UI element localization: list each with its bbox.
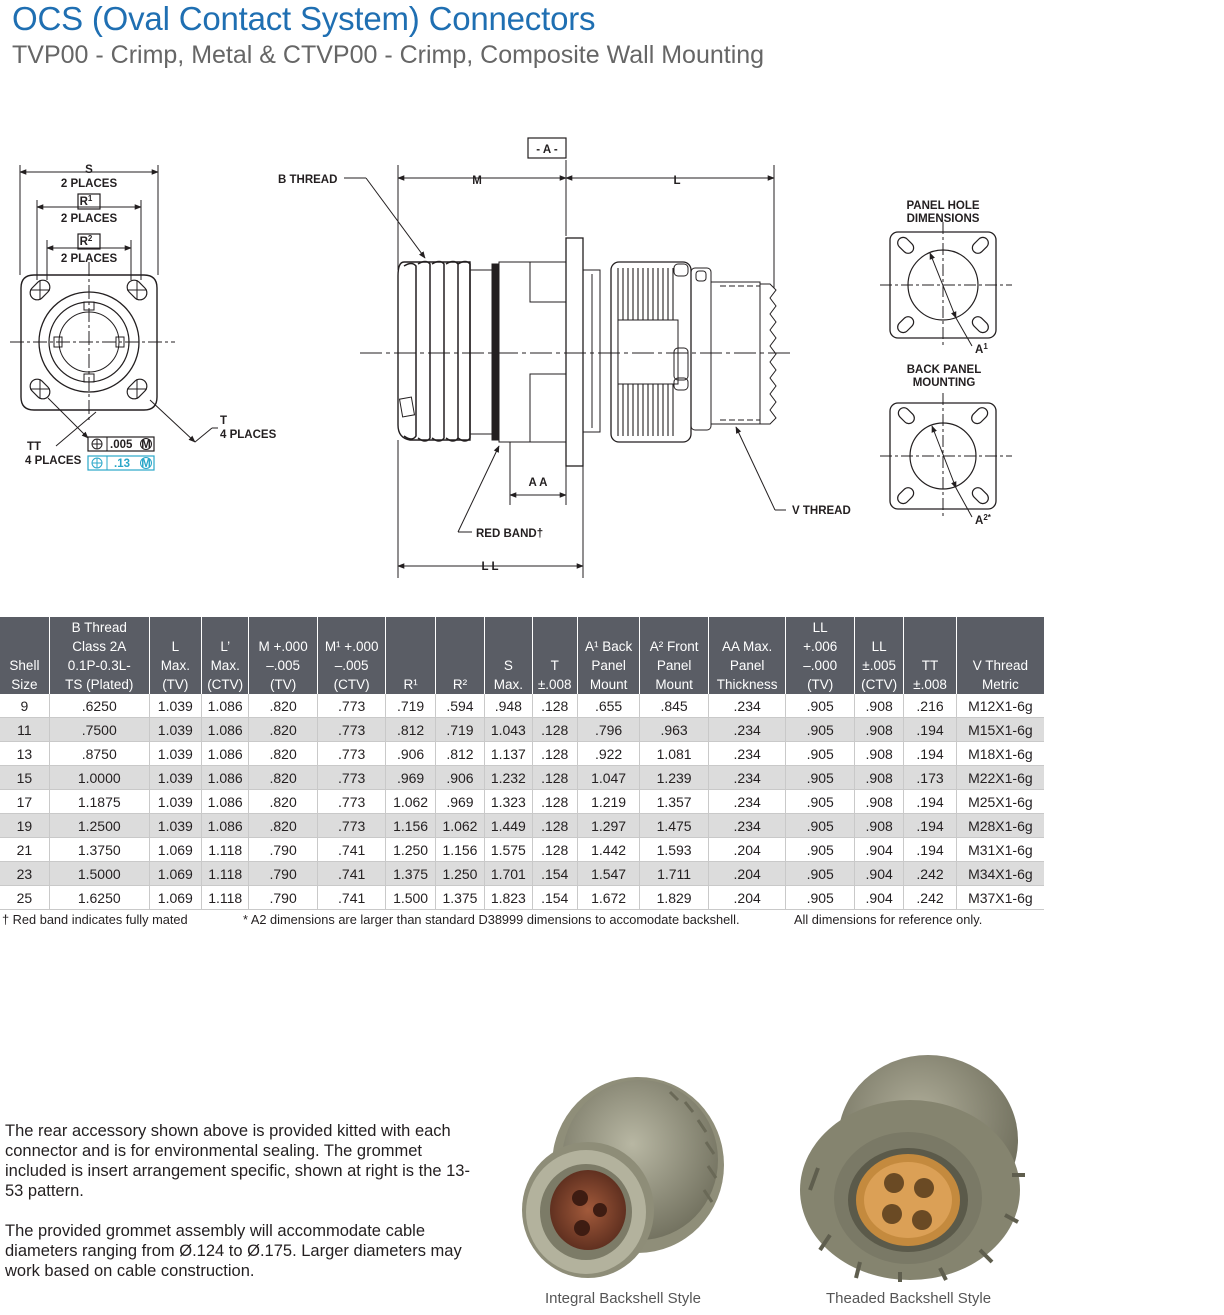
table-cell: 1.069 <box>149 886 201 910</box>
label-tt: TT <box>27 441 42 453</box>
threaded-backshell-image <box>800 1050 1025 1282</box>
footnote-red-band: † Red band indicates fully mated <box>2 912 188 927</box>
panel-hole-title-2: DIMENSIONS <box>906 213 980 225</box>
table-cell: 1.672 <box>577 886 639 910</box>
description-paragraph-1: The rear accessory shown above is provided kitted with each connector and is for environmental sealing. The grommet included is insert arrangement specific, shown at right is the 13-53 pattern. <box>5 1122 470 1200</box>
column-header: B Thread Class 2A 0.1P-0.3L- TS (Plated) <box>49 617 149 694</box>
table-row <box>0 694 1044 718</box>
table-cell: .905 <box>786 862 855 886</box>
table-cell: .820 <box>249 766 318 790</box>
table-cell: .904 <box>854 862 903 886</box>
table-cell: 1.475 <box>640 814 709 838</box>
page-title: OCS (Oval Contact System) Connectors <box>12 0 596 37</box>
table-cell: 1.711 <box>640 862 709 886</box>
column-header: S Max. <box>485 617 532 694</box>
table-cell: 15 <box>0 766 49 790</box>
table-cell: .908 <box>854 814 903 838</box>
table-cell: .796 <box>577 718 639 742</box>
label-tt-places: 4 PLACES <box>25 455 82 467</box>
table-row <box>0 742 1044 766</box>
tolerance-2: .13 <box>114 458 130 470</box>
caption-integral-backshell: Integral Backshell Style <box>545 1290 701 1307</box>
table-cell: M12X1-6g <box>956 694 1044 718</box>
table-cell: 1.156 <box>386 814 435 838</box>
table-cell: .234 <box>708 718 786 742</box>
table-cell: .908 <box>854 718 903 742</box>
table-cell: 1.297 <box>577 814 639 838</box>
table-cell: .204 <box>708 862 786 886</box>
table-cell: 1.829 <box>640 886 709 910</box>
table-cell: .820 <box>249 790 318 814</box>
footnote-a2: * A2 dimensions are larger than standard D38999 dimensions to accomodate backshell. <box>243 912 740 927</box>
table-cell: 1.081 <box>640 742 709 766</box>
table-cell: .234 <box>708 790 786 814</box>
table-cell: 1.442 <box>577 838 639 862</box>
dimensions-table <box>0 617 1044 910</box>
table-cell: .216 <box>904 694 956 718</box>
table-cell: .904 <box>854 838 903 862</box>
table-cell: M31X1-6g <box>956 838 1044 862</box>
table-cell: .820 <box>249 718 318 742</box>
back-panel-title-1: BACK PANEL <box>906 364 982 376</box>
table-cell: .905 <box>786 694 855 718</box>
column-header: A¹ Back Panel Mount <box>577 617 639 694</box>
table-cell: 1.375 <box>435 886 484 910</box>
column-header: Shell Size <box>0 617 49 694</box>
table-cell: .812 <box>386 718 435 742</box>
table-row <box>0 862 1044 886</box>
table-cell: .194 <box>904 742 956 766</box>
description-paragraph-2: The provided grommet assembly will accommodate cable diameters ranging from Ø.124 to Ø.175. Larger diameters may work based on cable construction. <box>5 1222 462 1280</box>
back-panel-title-2: MOUNTING <box>912 377 976 389</box>
column-header: M +.000 –.005 (TV) <box>249 617 318 694</box>
table-cell: M37X1-6g <box>956 886 1044 910</box>
table-cell: .234 <box>708 694 786 718</box>
tolerance-1: .005 <box>110 439 133 451</box>
caption-threaded-backshell: Theaded Backshell Style <box>826 1290 992 1307</box>
table-cell: .905 <box>786 790 855 814</box>
column-header: L’ Max. (CTV) <box>202 617 249 694</box>
table-cell: .242 <box>904 886 956 910</box>
label-m: M <box>472 175 482 187</box>
table-cell: 1.039 <box>149 814 201 838</box>
table-cell: 1.118 <box>202 862 249 886</box>
table-cell: .154 <box>532 886 577 910</box>
table-cell: .194 <box>904 790 956 814</box>
table-cell: 1.043 <box>485 718 532 742</box>
table-row <box>0 814 1044 838</box>
mmc-symbol-2: M <box>141 458 151 470</box>
table-cell: 1.375 <box>386 862 435 886</box>
table-cell: 1.039 <box>149 694 201 718</box>
table-cell: .908 <box>854 790 903 814</box>
table-cell: .128 <box>532 694 577 718</box>
table-cell: 1.118 <box>202 886 249 910</box>
table-cell: .963 <box>640 718 709 742</box>
table-cell: 23 <box>0 862 49 886</box>
label-r1: $R^1$ <box>79 194 93 208</box>
table-cell: .234 <box>708 814 786 838</box>
table-cell: .655 <box>577 694 639 718</box>
front-view <box>10 165 218 470</box>
table-cell: .820 <box>249 814 318 838</box>
table-cell: 1.039 <box>149 790 201 814</box>
column-header: M¹ +.000 –.005 (CTV) <box>317 617 386 694</box>
datum-a: - A - <box>536 144 558 156</box>
table-cell: 1.323 <box>485 790 532 814</box>
table-cell: 1.039 <box>149 766 201 790</box>
table-cell: .128 <box>532 814 577 838</box>
table-cell: 19 <box>0 814 49 838</box>
table-cell: .905 <box>786 886 855 910</box>
table-cell: 1.062 <box>435 814 484 838</box>
table-cell: .790 <box>249 886 318 910</box>
table-cell: .128 <box>532 766 577 790</box>
table-cell: .7500 <box>49 718 149 742</box>
table-cell: 1.086 <box>202 742 249 766</box>
table-cell: 1.086 <box>202 718 249 742</box>
table-cell: .969 <box>386 766 435 790</box>
table-cell: .154 <box>532 862 577 886</box>
label-l: L <box>673 175 681 187</box>
table-cell: .8750 <box>49 742 149 766</box>
table-cell: M22X1-6g <box>956 766 1044 790</box>
table-cell: 1.039 <box>149 718 201 742</box>
column-header: V Thread Metric <box>956 617 1044 694</box>
table-cell: 1.500 <box>386 886 435 910</box>
column-header: LL +.006 –.000 (TV) <box>786 617 855 694</box>
table-header-row <box>0 617 1044 694</box>
table-cell: .908 <box>854 742 903 766</box>
table-cell: 1.2500 <box>49 814 149 838</box>
label-r1-places: 2 PLACES <box>60 213 118 225</box>
table-cell: .790 <box>249 838 318 862</box>
table-cell: 13 <box>0 742 49 766</box>
table-cell: 1.062 <box>386 790 435 814</box>
table-cell: .948 <box>485 694 532 718</box>
table-cell: 1.039 <box>149 742 201 766</box>
table-cell: .905 <box>786 742 855 766</box>
column-header: T ±.008 <box>532 617 577 694</box>
label-t-places: 4 PLACES <box>220 429 277 441</box>
table-cell: M25X1-6g <box>956 790 1044 814</box>
table-cell: .845 <box>640 694 709 718</box>
page-subtitle: TVP00 - Crimp, Metal & CTVP00 - Crimp, Composite Wall Mounting <box>12 41 765 69</box>
table-cell: .128 <box>532 838 577 862</box>
table-cell: .812 <box>435 742 484 766</box>
label-b-thread: B THREAD <box>278 174 338 186</box>
table-cell: 1.239 <box>640 766 709 790</box>
table-cell: .969 <box>435 790 484 814</box>
label-v-thread: V THREAD <box>792 505 851 517</box>
table-cell: .194 <box>904 838 956 862</box>
integral-backshell-image <box>520 1070 730 1285</box>
table-cell: 1.219 <box>577 790 639 814</box>
label-r2: $R^2$ <box>79 234 93 248</box>
label-t: T <box>220 415 228 427</box>
table-cell: .905 <box>786 838 855 862</box>
table-cell: .820 <box>249 742 318 766</box>
table-cell: .773 <box>317 694 386 718</box>
panel-hole-title-1: PANEL HOLE <box>906 200 980 212</box>
table-cell: M34X1-6g <box>956 862 1044 886</box>
column-header: R¹ <box>386 617 435 694</box>
table-cell: 1.086 <box>202 766 249 790</box>
table-row <box>0 790 1044 814</box>
table-cell: .194 <box>904 814 956 838</box>
table-cell: 1.047 <box>577 766 639 790</box>
table-cell: .922 <box>577 742 639 766</box>
table-cell: .204 <box>708 838 786 862</box>
label-a2: $A^{2*}$ <box>975 513 991 527</box>
table-cell: 1.449 <box>485 814 532 838</box>
table-row <box>0 886 1044 910</box>
table-cell: 1.3750 <box>49 838 149 862</box>
table-cell: .773 <box>317 814 386 838</box>
table-cell: .173 <box>904 766 956 790</box>
table-cell: 1.086 <box>202 790 249 814</box>
table-cell: .905 <box>786 814 855 838</box>
table-row <box>0 718 1044 742</box>
label-a1: $A^1$ <box>975 342 988 356</box>
table-row <box>0 766 1044 790</box>
table-cell: 1.086 <box>202 694 249 718</box>
mmc-symbol-1: M <box>141 439 151 451</box>
table-cell: 1.250 <box>386 838 435 862</box>
table-cell: .905 <box>786 718 855 742</box>
table-cell: 1.823 <box>485 886 532 910</box>
table-cell: .790 <box>249 862 318 886</box>
table-cell: .242 <box>904 862 956 886</box>
table-cell: .741 <box>317 838 386 862</box>
table-cell: 1.069 <box>149 862 201 886</box>
table-cell: .773 <box>317 790 386 814</box>
table-cell: M28X1-6g <box>956 814 1044 838</box>
table-cell: 1.137 <box>485 742 532 766</box>
label-s: S <box>85 164 93 176</box>
table-cell: 1.1875 <box>49 790 149 814</box>
table-cell: 1.0000 <box>49 766 149 790</box>
table-cell: 17 <box>0 790 49 814</box>
table-cell: 21 <box>0 838 49 862</box>
label-aa: A A <box>528 477 548 489</box>
table-cell: .719 <box>435 718 484 742</box>
footnote-reference: All dimensions for reference only. <box>794 912 983 927</box>
technical-drawing <box>0 120 1224 580</box>
table-cell: 1.357 <box>640 790 709 814</box>
table-cell: .773 <box>317 766 386 790</box>
column-header: AA Max. Panel Thickness <box>708 617 786 694</box>
table-cell: .905 <box>786 766 855 790</box>
table-cell: .908 <box>854 694 903 718</box>
label-s-places: 2 PLACES <box>60 178 118 190</box>
column-header: LL ±.005 (CTV) <box>854 617 903 694</box>
panel-hole-view <box>880 222 1012 348</box>
table-cell: 1.156 <box>435 838 484 862</box>
table-cell: M18X1-6g <box>956 742 1044 766</box>
back-panel-view <box>880 393 1012 519</box>
table-cell: .594 <box>435 694 484 718</box>
label-ll: L L <box>481 561 499 573</box>
column-header: L Max. (TV) <box>149 617 201 694</box>
label-r2-places: 2 PLACES <box>60 253 118 265</box>
table-cell: .128 <box>532 718 577 742</box>
table-cell: .773 <box>317 742 386 766</box>
table-cell: 1.547 <box>577 862 639 886</box>
column-header: A² Front Panel Mount <box>640 617 709 694</box>
table-cell: 1.086 <box>202 814 249 838</box>
table-cell: .906 <box>435 766 484 790</box>
table-cell: .908 <box>854 766 903 790</box>
table-cell: .128 <box>532 790 577 814</box>
table-cell: 1.118 <box>202 838 249 862</box>
table-cell: .234 <box>708 766 786 790</box>
table-body <box>0 694 1044 910</box>
table-row <box>0 838 1044 862</box>
table-cell: .773 <box>317 718 386 742</box>
table-cell: .741 <box>317 862 386 886</box>
table-cell: .904 <box>854 886 903 910</box>
table-cell: 1.701 <box>485 862 532 886</box>
table-cell: .128 <box>532 742 577 766</box>
column-header: R² <box>435 617 484 694</box>
side-view <box>344 138 790 578</box>
table-cell: .194 <box>904 718 956 742</box>
table-cell: 1.250 <box>435 862 484 886</box>
table-cell: .6250 <box>49 694 149 718</box>
table-cell: .820 <box>249 694 318 718</box>
table-cell: .719 <box>386 694 435 718</box>
table-cell: 1.069 <box>149 838 201 862</box>
table-cell: .741 <box>317 886 386 910</box>
table-cell: .204 <box>708 886 786 910</box>
table-cell: 1.6250 <box>49 886 149 910</box>
table-cell: 1.575 <box>485 838 532 862</box>
column-header: TT ±.008 <box>904 617 956 694</box>
table-cell: .906 <box>386 742 435 766</box>
table-cell: 1.593 <box>640 838 709 862</box>
table-cell: 1.232 <box>485 766 532 790</box>
table-cell: .234 <box>708 742 786 766</box>
table-cell: M15X1-6g <box>956 718 1044 742</box>
table-cell: 1.5000 <box>49 862 149 886</box>
table-cell: 9 <box>0 694 49 718</box>
label-red-band: RED BAND† <box>476 528 544 540</box>
table-cell: 25 <box>0 886 49 910</box>
table-cell: 11 <box>0 718 49 742</box>
